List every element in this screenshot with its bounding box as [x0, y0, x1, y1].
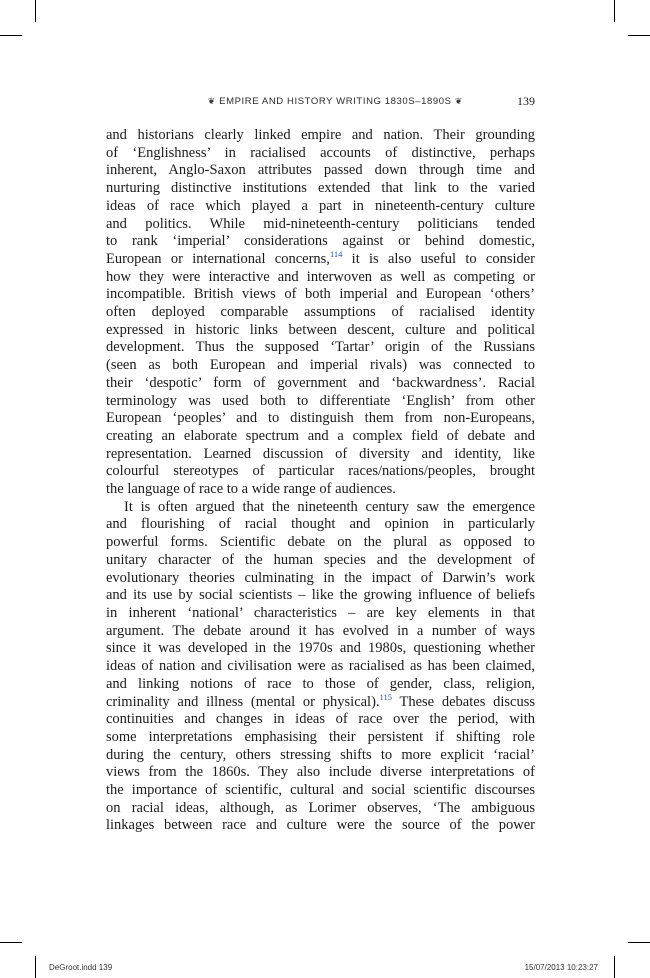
text-line: how they were interactive and interwoven as well as competing or — [106, 268, 535, 285]
page-number: 139 — [517, 94, 535, 108]
crop-mark — [614, 0, 615, 22]
text-line — [106, 251, 535, 269]
text-line: the importance of scientific, cultural and social scientific discourses — [106, 782, 535, 799]
paragraph-2 — [106, 499, 535, 835]
footnote-ref-114[interactable]: 114 — [329, 249, 343, 260]
crop-mark — [0, 35, 22, 36]
crop-mark — [35, 956, 36, 978]
footnote-ref-115[interactable]: 115 — [379, 691, 392, 702]
fleuron-icon: ❦ — [454, 97, 463, 107]
text-line: ideas of nation and civilisation were as racialised as has been claimed, — [106, 658, 535, 675]
text-line: (seen as both European and imperial rivals) was connected to — [106, 357, 535, 374]
text-line: of ‘Englishness’ in racialised accounts of distinctive, perhaps — [106, 144, 535, 161]
crop-mark — [628, 942, 650, 943]
crop-mark — [35, 0, 36, 22]
text-line: European ‘peoples’ and to distinguish them from non-Europeans, — [106, 410, 535, 427]
text-line: and historians clearly linked empire and nation. Their grounding — [106, 127, 535, 143]
text-line: It is often argued that the nineteenth century saw the emergence — [124, 498, 535, 515]
paragraph-1 — [106, 127, 535, 499]
text-line: development. Thus the supposed ‘Tartar’ origin of the Russians — [106, 339, 535, 356]
text-line: terminology was used both to differentiate ‘English’ from other — [106, 392, 535, 409]
text-line: on racial ideas, although, as Lorimer observes, ‘The ambiguous — [106, 799, 535, 816]
text-line: to rank ‘imperial’ considerations against or behind domestic, — [106, 233, 535, 250]
text-line: and politics. While mid-nineteenth-century politicians tended — [106, 215, 535, 232]
text-line: continuities and changes in ideas of race over the period, with — [106, 711, 535, 728]
text-line: and its use by social scientists – like the growing influence of beliefs — [106, 587, 535, 604]
slug-file-info: DeGroot.indd 139 — [49, 963, 113, 972]
text-line: incompatible. British views of both imperial and European ‘others’ — [106, 286, 535, 303]
text-line: some interpretations emphasising their persistent if shifting role — [106, 728, 535, 745]
text-line: colourful stereotypes of particular races/nations/peoples, brought — [106, 463, 535, 480]
text-line: argument. The debate around it has evolved in a number of ways — [106, 622, 535, 639]
text-line: the language of race to a wide range of audiences. — [106, 481, 396, 498]
text-line: powerful forms. Scientific debate on the plural as opposed to — [106, 534, 535, 551]
text-line: during the century, others stressing shifts to more explicit ‘racial’ — [106, 746, 535, 763]
text-line: unitary character of the human species and the development of — [106, 551, 535, 568]
text-line: their ‘despotic’ form of government and ‘backwardness’. Racial — [106, 374, 535, 391]
text-line: often deployed comparable assumptions of racialised identity — [106, 304, 535, 321]
running-head — [106, 94, 535, 112]
text-line: nurturing distinctive institutions extended that link to the varied — [106, 180, 535, 197]
text-segment: These debates discuss — [391, 693, 535, 710]
text-line: ideas of race which played a part in nineteenth-century culture — [106, 197, 535, 214]
running-title — [208, 96, 463, 107]
slug-timestamp: 15/07/2013 10:23:27 — [524, 963, 598, 972]
fleuron-icon: ❦ — [207, 97, 216, 107]
crop-mark — [614, 956, 615, 978]
body-text — [106, 127, 535, 835]
text-line: inherent, Anglo-Saxon attributes passed down through time and — [106, 162, 535, 179]
text-line: expressed in historic links between descent, culture and political — [106, 321, 535, 338]
text-line: linkages between race and culture were the source of the power — [106, 817, 535, 834]
text-line: views from the 1860s. They also include diverse interpretations of — [106, 764, 535, 781]
text-segment: it is also useful to consider — [342, 250, 536, 267]
crop-mark — [0, 942, 22, 943]
crop-mark — [628, 35, 650, 36]
text-line: evolutionary theories culminating in the impact of Darwin’s work — [106, 569, 535, 586]
text-line — [106, 691, 535, 712]
text-line: representation. Learned discussion of diversity and identity, like — [106, 445, 535, 462]
text-line: and linking notions of race to those of gender, class, religion, — [106, 675, 535, 692]
text-segment: European or international concerns, — [106, 250, 330, 267]
running-title-text: EMPIRE AND HISTORY WRITING 1830S–1890S — [219, 96, 452, 107]
text-line: creating an elaborate spectrum and a complex field of debate and — [106, 427, 535, 444]
text-line: since it was developed in the 1970s and 1980s, questioning whether — [106, 640, 535, 657]
text-line: and flourishing of racial thought and opinion in particularly — [106, 516, 535, 533]
text-segment: criminality and illness (mental or physical). — [106, 693, 380, 710]
text-line: in inherent ‘national’ characteristics – are key elements in that — [106, 604, 535, 621]
